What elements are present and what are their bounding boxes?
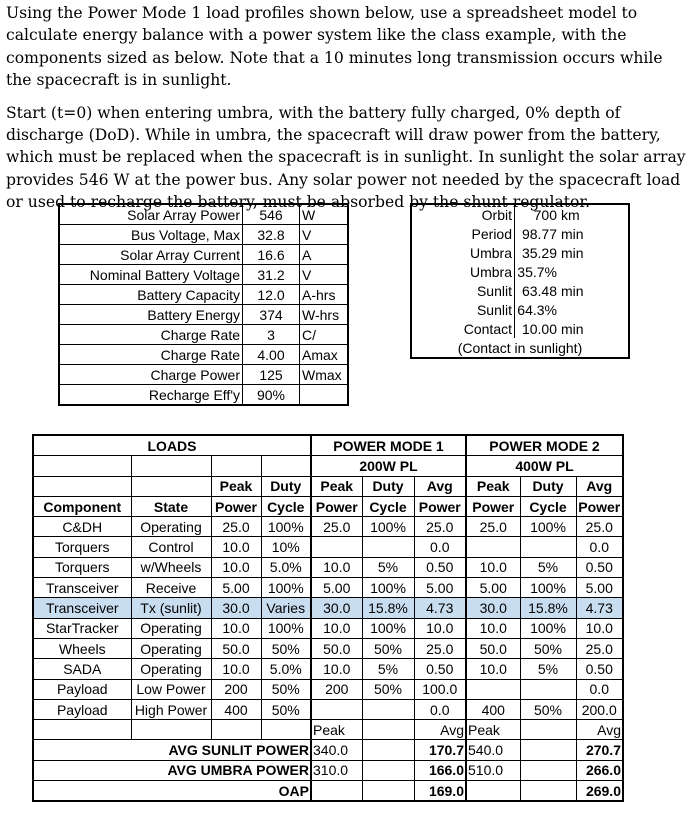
empty-cell: [362, 740, 414, 760]
empty-cell: [520, 781, 576, 802]
pm2-peak: 10.0: [466, 618, 520, 638]
header-peak: Peak: [211, 476, 261, 496]
orbit-label: Orbit: [411, 204, 515, 224]
orbit-table: [410, 203, 630, 359]
header-pm2-cycle: Cycle: [520, 496, 576, 516]
empty-cell: [362, 781, 414, 802]
duty-cycle: 10%: [261, 537, 311, 557]
pm2-avg: 25.0: [576, 517, 623, 537]
pm2-duty: [520, 679, 576, 699]
empty-cell: [362, 720, 414, 740]
state: Receive: [131, 578, 211, 598]
load-row: [33, 679, 623, 699]
pm2-duty: 100%: [520, 618, 576, 638]
orbit-label: Sunlit: [411, 281, 515, 300]
orbit-unit: [559, 262, 629, 281]
umbra-value-5: 266.0: [576, 760, 623, 780]
load-row: [33, 618, 623, 638]
pm2-duty: 50%: [520, 638, 576, 658]
param-unit: Amax: [300, 345, 349, 365]
peak-power: 25.0: [211, 517, 261, 537]
load-row: [33, 537, 623, 557]
component: C&DH: [33, 517, 131, 537]
orbit-unit: min: [561, 320, 584, 337]
empty-cell: [362, 760, 414, 780]
param-value: 12.0: [243, 285, 300, 305]
param-unit: V: [300, 265, 349, 285]
state: Tx (sunlit): [131, 598, 211, 618]
pm1-duty: 5%: [362, 659, 414, 679]
param-value: 90%: [243, 385, 300, 406]
component: Payload: [33, 679, 131, 699]
orbit-unit: min: [561, 282, 584, 299]
power-system-row: [59, 265, 348, 285]
load-row: [33, 517, 623, 537]
peak-power: 30.0: [211, 598, 261, 618]
peak-power: 10.0: [211, 557, 261, 577]
pm1-avg: 0.50: [414, 557, 466, 577]
pm1-duty: [362, 537, 414, 557]
sunlit-value-5: 270.7: [576, 740, 623, 760]
state: Control: [131, 537, 211, 557]
load-row: [33, 598, 623, 618]
avg-sunlit-power-row: [33, 740, 623, 760]
pm1-peak: [311, 699, 362, 719]
oap-value-2: 169.0: [414, 781, 466, 802]
header-pm2-avg: Avg: [576, 476, 623, 496]
pm1-avg: 0.0: [414, 537, 466, 557]
component: Transceiver: [33, 598, 131, 618]
pm2-avg: 5.00: [576, 578, 623, 598]
pm1-duty: [362, 699, 414, 719]
orbit-value: 10.00: [521, 320, 557, 337]
pm1-avg: 10.0: [414, 618, 466, 638]
orbit-unit: km: [561, 206, 580, 223]
param-label: Charge Rate: [59, 325, 243, 345]
peak-power: 200: [211, 679, 261, 699]
pm1-avg: 25.0: [414, 517, 466, 537]
empty-cell: [520, 740, 576, 760]
param-unit: Wmax: [300, 365, 349, 385]
duty-cycle: 50%: [261, 638, 311, 658]
empty-cell: [211, 720, 261, 740]
orbit-row: [411, 204, 629, 224]
state: Operating: [131, 618, 211, 638]
header-state: State: [131, 496, 211, 516]
power-system-row: [59, 305, 348, 325]
avg-umbra-power-row: [33, 760, 623, 780]
orbit-note: (Contact in sunlight): [457, 339, 583, 356]
pm2-avg: 10.0: [576, 618, 623, 638]
orbit-row: [411, 243, 629, 262]
param-unit: A-hrs: [300, 285, 349, 305]
param-value: 32.8: [243, 225, 300, 245]
sunlit-value-2: 170.7: [414, 740, 466, 760]
duty-cycle: 100%: [261, 578, 311, 598]
peak-power: 5.00: [211, 578, 261, 598]
param-value: 125: [243, 365, 300, 385]
summary-pm1-avg-label: Avg: [414, 720, 466, 740]
pm2-peak: 10.0: [466, 659, 520, 679]
pm1-duty: 15.8%: [362, 598, 414, 618]
pm2-duty: 50%: [520, 699, 576, 719]
param-value: 16.6: [243, 245, 300, 265]
component: SADA: [33, 659, 131, 679]
pm1-duty: 5%: [362, 557, 414, 577]
umbra-value-2: 166.0: [414, 760, 466, 780]
orbit-label: Umbra: [411, 262, 515, 281]
param-value: 31.2: [243, 265, 300, 285]
pm1-peak: 50.0: [311, 638, 362, 658]
pm2-peak: 25.0: [466, 517, 520, 537]
summary-pm2-avg-label: Avg: [576, 720, 623, 740]
load-row: [33, 638, 623, 658]
peak-power: 10.0: [211, 659, 261, 679]
param-label: Charge Rate: [59, 345, 243, 365]
pm2-duty: 15.8%: [520, 598, 576, 618]
pm2-peak: 50.0: [466, 638, 520, 658]
param-label: Battery Capacity: [59, 285, 243, 305]
duty-cycle: 50%: [261, 699, 311, 719]
orbit-label: Period: [411, 224, 515, 243]
orbit-value: 63.48: [521, 282, 557, 299]
duty-cycle: 100%: [261, 618, 311, 638]
pm1-peak: 5.00: [311, 578, 362, 598]
state: Operating: [131, 638, 211, 658]
summary-pm1-peak-label: Peak: [311, 720, 362, 740]
param-label: Charge Power: [59, 365, 243, 385]
orbit-value: 35.7%: [517, 263, 557, 280]
peak-power: 10.0: [211, 537, 261, 557]
orbit-row: [411, 281, 629, 300]
duty-cycle: 5.0%: [261, 557, 311, 577]
orbit-label: Contact: [411, 319, 515, 338]
orbit-value: 35.29: [521, 244, 557, 261]
pm2-duty: 5%: [520, 659, 576, 679]
duty-cycle: 50%: [261, 679, 311, 699]
component: Wheels: [33, 638, 131, 658]
summary-pm2-peak-label: Peak: [466, 720, 520, 740]
pm2-peak: [466, 679, 520, 699]
power-system-row: [59, 285, 348, 305]
avg-umbra-power: AVG UMBRA POWER: [33, 760, 311, 780]
state: Operating: [131, 517, 211, 537]
header-pm1-duty: Duty: [362, 476, 414, 496]
component: Torquers: [33, 537, 131, 557]
header-power: Power: [211, 496, 261, 516]
pm2-peak: [466, 537, 520, 557]
pm1-payload-label: 200W PL: [311, 456, 466, 476]
pm2-peak: 5.00: [466, 578, 520, 598]
header-pm1-peak: Peak: [311, 476, 362, 496]
param-label: Recharge Eff'y: [59, 385, 243, 406]
state: High Power: [131, 699, 211, 719]
pm2-duty: [520, 537, 576, 557]
pm2-duty: 100%: [520, 517, 576, 537]
pm1-peak: 25.0: [311, 517, 362, 537]
param-value: 4.00: [243, 345, 300, 365]
pm2-avg: 0.50: [576, 659, 623, 679]
umbra-value-3: 510.0: [466, 760, 520, 780]
orbit-row: [411, 262, 629, 281]
param-value: 546: [243, 204, 300, 225]
sunlit-value-3: 540.0: [466, 740, 520, 760]
pm1-peak: 10.0: [311, 618, 362, 638]
pm1-avg: 4.73: [414, 598, 466, 618]
header-pm2-power: Power: [466, 496, 520, 516]
header-pm2-duty: Duty: [520, 476, 576, 496]
param-label: Nominal Battery Voltage: [59, 265, 243, 285]
component: StarTracker: [33, 618, 131, 638]
param-unit: W-hrs: [300, 305, 349, 325]
param-label: Solar Array Current: [59, 245, 243, 265]
pm2-avg: 200.0: [576, 699, 623, 719]
component: Torquers: [33, 557, 131, 577]
param-unit: [300, 385, 349, 406]
pm2-avg: 0.50: [576, 557, 623, 577]
power-mode-2-header: POWER MODE 2: [466, 435, 623, 456]
power-system-row: [59, 204, 348, 225]
pm2-duty: 100%: [520, 578, 576, 598]
param-unit: A: [300, 245, 349, 265]
param-unit: C/: [300, 325, 349, 345]
pm2-avg: 0.0: [576, 679, 623, 699]
power-system-row: [59, 325, 348, 345]
loads-table: [32, 434, 624, 802]
pm1-avg: 100.0: [414, 679, 466, 699]
oap-row: [33, 781, 623, 802]
orbit-row: [411, 224, 629, 243]
pm2-peak: 30.0: [466, 598, 520, 618]
param-value: 374: [243, 305, 300, 325]
orbit-label: Sunlit: [411, 300, 515, 319]
load-row: [33, 659, 623, 679]
param-unit: V: [300, 225, 349, 245]
param-label: Battery Energy: [59, 305, 243, 325]
orbit-value: 700: [533, 206, 557, 223]
load-row: [33, 699, 623, 719]
pm1-peak: [311, 537, 362, 557]
pm1-duty: 50%: [362, 679, 414, 699]
power-system-row: [59, 245, 348, 265]
orbit-label: Umbra: [411, 243, 515, 262]
header-pm2-avg-power: Power: [576, 496, 623, 516]
load-row: [33, 557, 623, 577]
pm1-avg: 0.0: [414, 699, 466, 719]
state: Operating: [131, 659, 211, 679]
header-pm2-peak: Peak: [466, 476, 520, 496]
pm1-peak: 10.0: [311, 557, 362, 577]
param-unit: W: [300, 204, 349, 225]
param-value: 3: [243, 325, 300, 345]
pm2-duty: 5%: [520, 557, 576, 577]
peak-power: 10.0: [211, 618, 261, 638]
orbit-unit: min: [561, 244, 584, 261]
empty-cell: [131, 720, 211, 740]
pm1-peak: 10.0: [311, 659, 362, 679]
header-cycle: Cycle: [261, 496, 311, 516]
header-component: Component: [33, 496, 131, 516]
load-row: [33, 578, 623, 598]
orbit-row: [411, 319, 629, 338]
empty-cell: [33, 720, 131, 740]
pm1-avg: 25.0: [414, 638, 466, 658]
oap: OAP: [33, 781, 311, 802]
duty-cycle: 5.0%: [261, 659, 311, 679]
pm1-avg: 5.00: [414, 578, 466, 598]
empty-cell: [311, 781, 362, 802]
orbit-value: 64.3%: [517, 301, 557, 318]
empty-cell: [520, 760, 576, 780]
sunlit-value-0: 340.0: [311, 740, 362, 760]
power-mode-1-header: POWER MODE 1: [311, 435, 466, 456]
component: Transceiver: [33, 578, 131, 598]
intro-paragraph-2: Start (t=0) when entering umbra, with the battery fully charged, 0% depth of discharge (DoD). While in umbra, the spacecraft will draw power from the battery, which must be replaced when the spacecraft is in sunlight. In sunlight the solar array provides 546 W at the power bus. Any solar power not needed by the spacecraft load or used to recharge the battery, must be absorbed by the shunt regulator.: [6, 103, 686, 212]
pm1-duty: 100%: [362, 618, 414, 638]
umbra-value-0: 310.0: [311, 760, 362, 780]
param-label: Solar Array Power: [59, 204, 243, 225]
state: Low Power: [131, 679, 211, 699]
empty-cell: [520, 720, 576, 740]
pm1-peak: 30.0: [311, 598, 362, 618]
pm1-avg: 0.50: [414, 659, 466, 679]
pm2-avg: 0.0: [576, 537, 623, 557]
empty-cell: [261, 720, 311, 740]
orbit-row: [411, 300, 629, 319]
empty-cell: [466, 781, 520, 802]
duty-cycle: Varies: [261, 598, 311, 618]
header-pm1-power: Power: [311, 496, 362, 516]
power-system-row: [59, 385, 348, 406]
duty-cycle: 100%: [261, 517, 311, 537]
orbit-value: 98.77: [521, 225, 557, 242]
header-pm1-avg-power: Power: [414, 496, 466, 516]
component: Payload: [33, 699, 131, 719]
loads-header: LOADS: [33, 435, 311, 456]
header-duty: Duty: [261, 476, 311, 496]
pm1-duty: 100%: [362, 578, 414, 598]
orbit-unit: [559, 300, 629, 319]
peak-power: 50.0: [211, 638, 261, 658]
intro-paragraph-1: Using the Power Mode 1 load profiles shown below, use a spreadsheet model to calculate energy balance with a power system like the class example, with the components sized as below. Note that a 10 minutes long transmission occurs while the spacecraft is in sunlight.: [6, 4, 663, 90]
pm2-payload-label: 400W PL: [466, 456, 623, 476]
avg-sunlit-power: AVG SUNLIT POWER: [33, 740, 311, 760]
pm2-avg: 25.0: [576, 638, 623, 658]
orbit-unit: min: [561, 225, 584, 242]
peak-power: 400: [211, 699, 261, 719]
power-system-table: [58, 203, 349, 406]
pm1-duty: 50%: [362, 638, 414, 658]
power-system-row: [59, 365, 348, 385]
summary-header-row: [33, 720, 623, 740]
param-label: Bus Voltage, Max: [59, 225, 243, 245]
pm2-avg: 4.73: [576, 598, 623, 618]
header-pm1-avg: Avg: [414, 476, 466, 496]
power-system-row: [59, 345, 348, 365]
state: w/Wheels: [131, 557, 211, 577]
pm2-peak: 10.0: [466, 557, 520, 577]
header-pm1-cycle: Cycle: [362, 496, 414, 516]
power-system-row: [59, 225, 348, 245]
pm1-duty: 100%: [362, 517, 414, 537]
oap-value-5: 269.0: [576, 781, 623, 802]
pm2-peak: 400: [466, 699, 520, 719]
pm1-peak: 200: [311, 679, 362, 699]
